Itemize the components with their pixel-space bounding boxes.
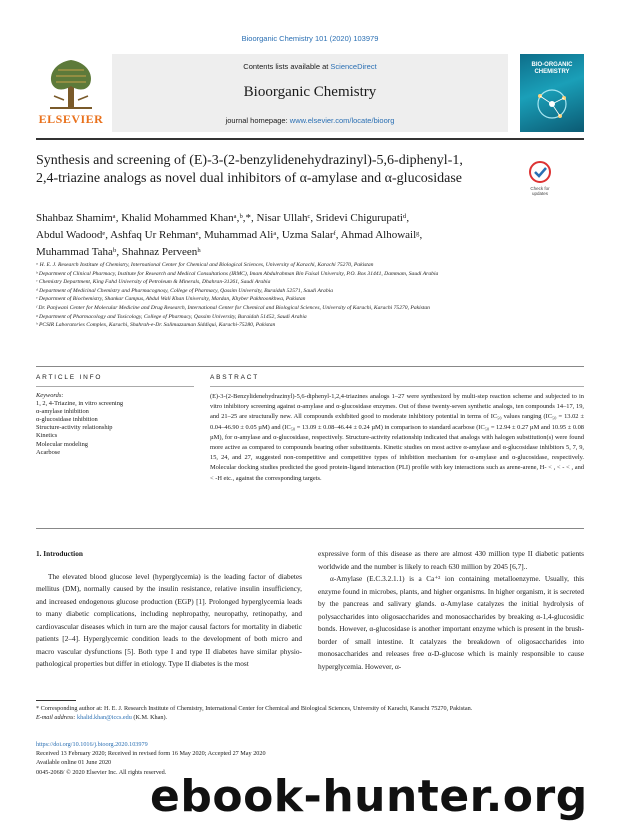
keyword: Kinetics [36,432,58,440]
elsevier-wordmark: ELSEVIER [38,112,104,126]
affiliation: ᶜ Chemistry Department, King Fahd University of Petroleum & Minerals, Dhahran-31261, Saudi Arabia [36,279,271,286]
keywords-label: Keywords: [36,392,64,399]
affiliation: ᵃ H. E. J. Research Institute of Chemistry, International Center for Chemical and Biological Sciences, University of Karachi, Karachi 75270, Pakistan [36,262,374,268]
affiliation: ʰ PCSIR Laboratories Complex, Karachi, Shahrah-e-Dr. Salimuzzaman Siddiqui, Karachi-75280, Pakistan [36,322,276,329]
watermark-text: ebook-hunter.org [150,771,588,822]
copyright: 0045-2068/ © 2020 Elsevier Inc. All rights reserved. [36,768,167,776]
title-line-2: 2,4-triazine analogs as novel dual inhibitors of α-amylase and α-glucosidase [36,170,462,186]
sciencedirect-link[interactable]: ScienceDirect [330,62,377,71]
keywords-block [36,392,196,457]
check-updates-icon [522,160,558,186]
article-info-divider [36,386,194,387]
paragraph: α-Amylase (E.C.3.2.1.1) is a Ca⁺² ion containing metalloenzyme. Usually, this enzyme found in microbes, plants, and higher organisms. In higher organism, it is secreted by the pancreas and salivary glands. α-Amylase catalyzes the initial hydrolysis of polysaccharides into oligosaccharides and monosaccharides by breaking α-1,4-glucosidic bonds. However, α-glucosidase is another important enzyme which is present in the brush-border of small intestine. It catalyzes the breakdown of oligosaccharides into monosaccharides and releases free α-D-glucose which is mainly responsible to cause hyperglycemia. However, α- [318,574,584,671]
authors-line-3: Muhammad Tahaᵇ, Shahnaz Perveenʰ [36,246,201,258]
footnote-divider [36,700,76,701]
authors-line-1: Shahbaz Shamimᵃ, Khalid Mohammed Khanᵃ,ᵇ,*, Nisar Ullahᶜ, Sridevi Chigurupatiᵈ, [36,212,410,224]
email-label: E-mail address: [36,714,78,721]
molecule-art-icon [530,84,574,124]
body-column-right [318,548,584,673]
affiliation: ᵈ Department of Medicinal Chemistry and Pharmacognosy, College of Pharmacy, Qassim University, Buraidah 52571, Saudi Arabia [36,287,333,294]
doi-link[interactable]: https://doi.org/10.1016/j.bioorg.2020.103979 [36,741,148,748]
journal-citation-link[interactable]: Bioorganic Chemistry 101 (2020) 103979 [241,34,379,43]
affiliation: ᶠ Dr. Panjwani Center for Molecular Medicine and Drug Research, International Center for Chemical and Biological Sciences, University of Karachi, Karachi 75270, Pakistan [36,304,430,311]
affiliations [36,262,536,331]
corresponding-author-note: * Corresponding author at: H. E. J. Research Institute of Chemistry, International Center for Chemical and Biological Sciences, University of Karachi, Karachi 75270, Pakistan. [36,705,473,712]
affiliation: ᵇ Department of Clinical Pharmacy, Institute for Research and Medical Consultations (IRMC), Imam Abdulrahman Bin Faisal University, P.O. Box 31441, Dammam, Saudi Arabia [36,270,439,277]
email-suffix: (K.M. Khan). [131,714,168,721]
email-line [36,713,584,722]
cover-title: BIO-ORGANIC CHEMISTRY [531,62,573,75]
keyword: Acarbose [36,448,61,456]
journal-header [36,54,584,132]
journal-homepage-link[interactable]: www.elsevier.com/locate/bioorg [289,116,395,125]
header-divider [36,138,584,140]
article-title [36,152,506,187]
affiliation: ᵉ Department of Biochemistry, Shankar Campus, Abdul Wali Khan University, Mardan, Khyber Pakhtoonkhwa, Pakistan [36,296,306,303]
author-list [36,210,584,261]
affiliations-divider [36,366,584,367]
keyword: α-glucosidase inhibition [36,416,98,424]
footnote [36,704,584,722]
email-link[interactable]: khalid.khan@iccs.edu [77,714,132,721]
keyword: Molecular modeling [36,440,88,448]
authors-line-2: Abdul Wadoodᵉ, Ashfaq Ur Rehmanᵉ, Muhammad Aliᵃ, Uzma Salarᶠ, Ahmad Alhowailᵍ, [36,229,423,241]
body-column-left [36,548,302,671]
title-line-1: Synthesis and screening of (E)-3-(2-benzylidenehydrazinyl)-5,6-diphenyl-1, [36,153,463,168]
paragraph: expressive form of this disease as there are almost 430 million type II diabetic patients worldwide and the number is likely to reach 630 million by 2045 [6,7].. [318,549,584,571]
article-info-heading: ARTICLE INFO [36,374,103,381]
journal-cover-image[interactable] [520,54,584,132]
section-title: 1. Introduction [36,549,83,558]
received-dates: Received 13 February 2020; Received in revised form 16 May 2020; Accepted 27 May 2020 [36,750,266,758]
contents-prefix: Contents lists available at [243,62,331,71]
keyword: Structure-activity relationship [36,424,113,432]
online-date: Available online 01 June 2020 [36,759,112,767]
journal-name: Bioorganic Chemistry [243,84,377,100]
check-for-updates-badge[interactable] [522,160,558,200]
abstract-end-divider [36,528,584,529]
elsevier-logo [36,54,106,130]
abstract-divider [210,386,584,387]
elsevier-tree-icon [44,56,98,110]
homepage-line [112,116,508,125]
paragraph: The elevated blood glucose level (hyperglycemia) is the leading factor of diabetes mellitus (DM), normally caused by the insulin resistance, relative insulin insufficiency, and increased endogenous glucose production (EGP) [1]. Prolonged hyperglycemia leads to many diabetic complications, including nephropathy, neuropathy, retinopathy, and cardiovascular diseases which in turn are the major causal factors for mortality in diabetic patients [2–4]. Hyperglycemic condition leads to the development of both micro and macro vascular dysfunctions [5]. Both type I and type II diabetes have similar physio-pathological properties but differ in etiology. Type II diabetes is the most [36,571,302,668]
homepage-prefix: journal homepage: [225,116,290,125]
affiliation: ᵍ Department of Pharmacology and Toxicology, College of Pharmacy, Qassim University, Buraidah 51452, Saudi Arabia [36,313,307,320]
contents-line [112,62,508,71]
keyword: α-amylase inhibition [36,408,89,416]
check-updates-label: Check for updates [530,186,550,196]
abstract-text: (E)-3-(2-Benzylidenehydrazinyl)-5,6-diphenyl-1,2,4-triazines analogs 1–27 were synthesized by multi-step reaction scheme and subjected to in vitro inhibitory screening against α-amylase and α-glucosidase enzymes. Out of these twenty-seven synthetic analogs, ten compounds 14–17, 19, and 21–25 are structurally new. All compounds exhibited good to moderate inhibitory potential in terms of IC₅₀ values ranging (IC₅₀ = 13.02 ± 0.04–46.90 ± 0.05 µM) and (IC₅₀ = 13.09 ± 0.08–46.44 ± 0.24 µM) in comparison to standard acarbose (IC₅₀ = 12.94 ± 0.27 µM and 10.95 ± 0.08 µM), for α-amylase and α-glucosidase, respectively. Structure-activity relationship indicated that analogs with halogen substitution(s) were found more active as compared to compounds bearing other substituents. Kinetic studies on most active α-amylase and α-glucosidase inhibitors 5, 7, 9, 15, 24, and 27, suggested non-competitive and competitive types of inhibition mechanism for α-amylase and α-glucosidase, respectively. Molecular docking studies predicted the good protein-ligand interaction (PLI) profile with key interactions such as arene-arene, H- < , < - < , and < -H etc., against the corresponding targets. [210,393,584,482]
abstract-heading: ABSTRACT [210,374,260,381]
journal-info-box [112,54,508,132]
keyword: 1, 2, 4-Triazine, in vitro screening [36,400,124,408]
